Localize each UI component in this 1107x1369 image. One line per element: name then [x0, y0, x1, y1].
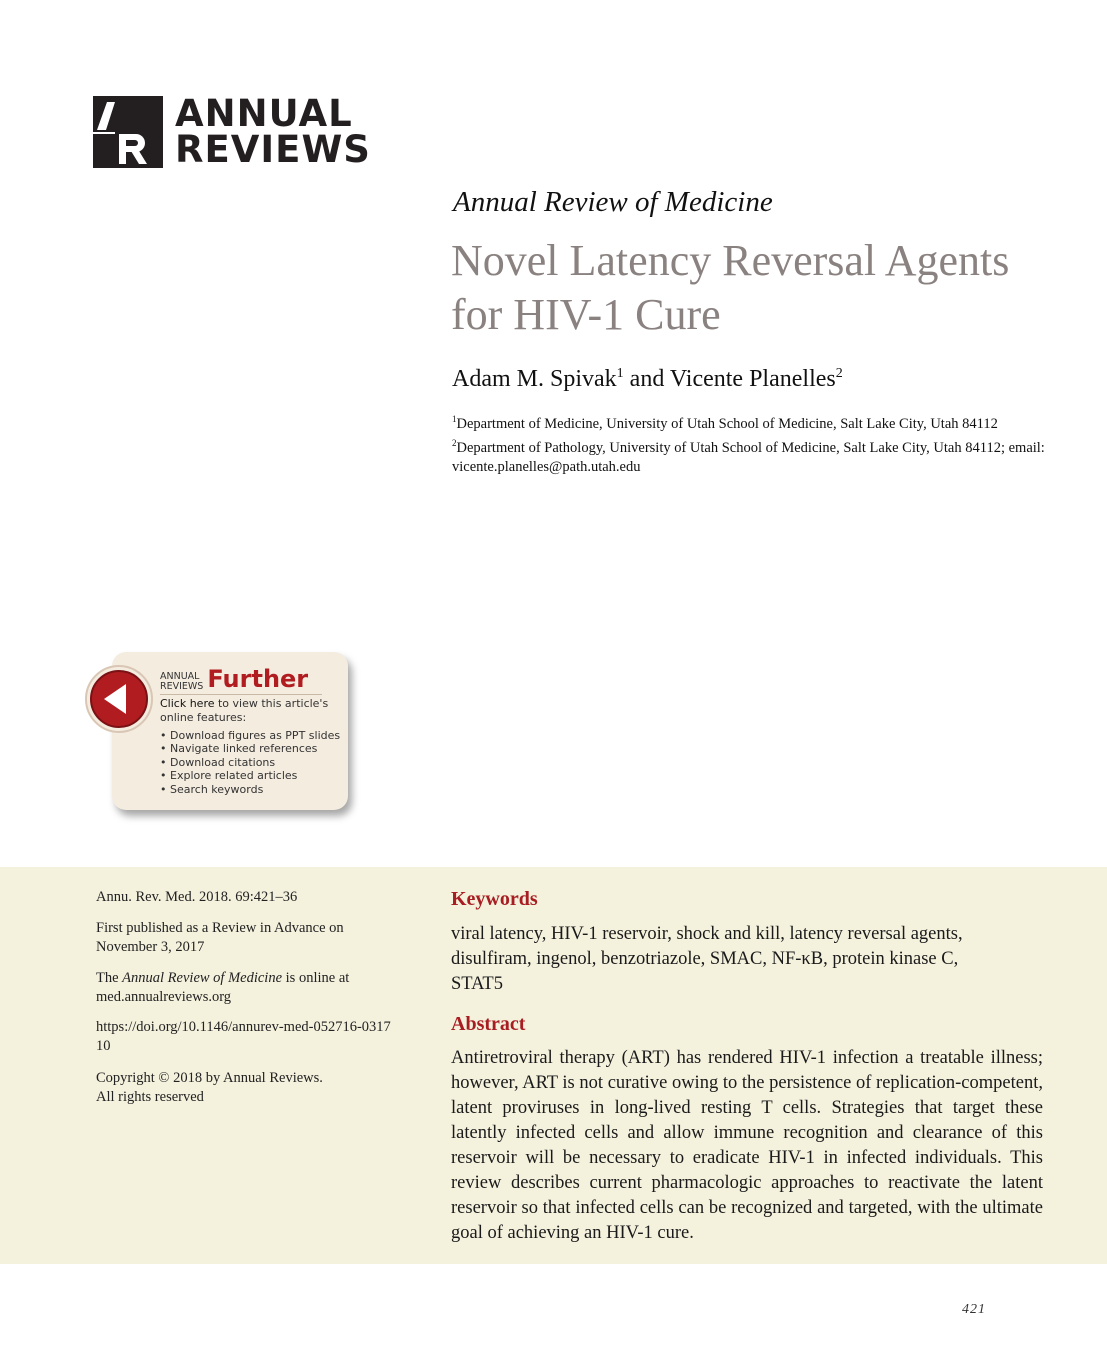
logo-line-1: ANNUAL	[175, 92, 353, 135]
article-title: Novel Latency Reversal Agents for HIV-1 Cure	[451, 236, 1010, 339]
online-pre: The	[96, 970, 123, 986]
annual-reviews-logo	[93, 92, 371, 171]
further-divider	[160, 694, 322, 695]
citation: Annu. Rev. Med. 2018. 69:421–36	[96, 889, 298, 905]
affiliation-2	[452, 434, 1052, 477]
author-2-sup: 2	[835, 366, 843, 381]
author-and: and	[623, 366, 670, 392]
author-2: Vicente Planelles	[669, 366, 836, 392]
further-header	[160, 666, 308, 692]
author-1: Adam M. Spivak	[452, 366, 617, 392]
further-item[interactable]: • Search keywords	[160, 783, 340, 796]
further-item[interactable]: • Download figures as PPT slides	[160, 729, 340, 742]
further-item[interactable]: • Navigate linked references	[160, 742, 340, 755]
affiliation-2-sup: 2	[452, 438, 457, 448]
affiliation-2-text: Department of Pathology, University of Utah School of Medicine, Salt Lake City, Utah 84112; email: vicente.planelles@path.utah.edu	[452, 439, 1045, 475]
online-post: is online at med.annualreviews.org	[96, 970, 350, 1005]
further-small-1: ANNUAL	[160, 671, 200, 682]
further-title: Further	[207, 665, 309, 693]
abstract-text: Antiretroviral therapy (ART) has rendered HIV-1 infection a treatable illness; however, ART is not curative owing to the persistence of replication-competent, latent proviruses in long-lived resting T cells. Strategies that target these latently infected cells and allow immune recognition and clearance of this reservoir will be necessary to eradicate HIV-1 in infected individuals. This review describes current pharmacologic approaches to reactivate the latent reservoir so that infected cells can be recognized and targeted, with the ultimate goal of achieving an HIV-1 cure.	[451, 1048, 1043, 1243]
further-feature-list	[160, 729, 340, 796]
abstract-heading: Abstract	[451, 1013, 526, 1035]
authors	[452, 366, 843, 393]
further-intro	[160, 697, 340, 725]
first-published: First published as a Review in Advance on November 3, 2017	[96, 920, 344, 955]
page-number: 421	[962, 1302, 986, 1317]
doi-link[interactable]: https://doi.org/10.1146/annurev-med-052716-031710	[96, 1019, 391, 1054]
further-small-2: REVIEWS	[160, 681, 204, 692]
copyright	[96, 1069, 396, 1107]
keywords-text: viral latency, HIV-1 reservoir, shock and kill, latency reversal agents, disulfiram, ingenol, benzotriazole, SMAC, NF-κB, protein kinase C, STAT5	[451, 924, 963, 994]
annual-reviews-logo-mark-icon	[93, 96, 163, 168]
author-1-sup: 1	[616, 366, 624, 381]
play-back-arrow-icon[interactable]	[84, 664, 154, 734]
further-intro-rest: to view this article's online features:	[160, 697, 329, 724]
keywords-heading: Keywords	[451, 888, 538, 910]
online-journal: Annual Review of Medicine	[122, 970, 283, 986]
further-item[interactable]: • Explore related articles	[160, 769, 340, 782]
logo-wordmark	[175, 92, 371, 171]
copyright-line-2: All rights reserved	[96, 1089, 204, 1105]
affiliation-1-text: Department of Medicine, University of Utah School of Medicine, Salt Lake City, Utah 84112	[456, 415, 998, 432]
copyright-line-1: Copyright © 2018 by Annual Reviews.	[96, 1070, 323, 1086]
logo-line-2: REVIEWS	[175, 128, 371, 171]
further-item[interactable]: • Download citations	[160, 756, 340, 769]
affiliation-1-sup: 1	[452, 414, 457, 424]
journal-name: Annual Review of Medicine	[453, 186, 773, 218]
online-note	[96, 969, 396, 1007]
further-small-label	[160, 672, 203, 692]
affiliation-1	[452, 410, 1052, 434]
click-here-link[interactable]: Click here	[160, 697, 215, 710]
